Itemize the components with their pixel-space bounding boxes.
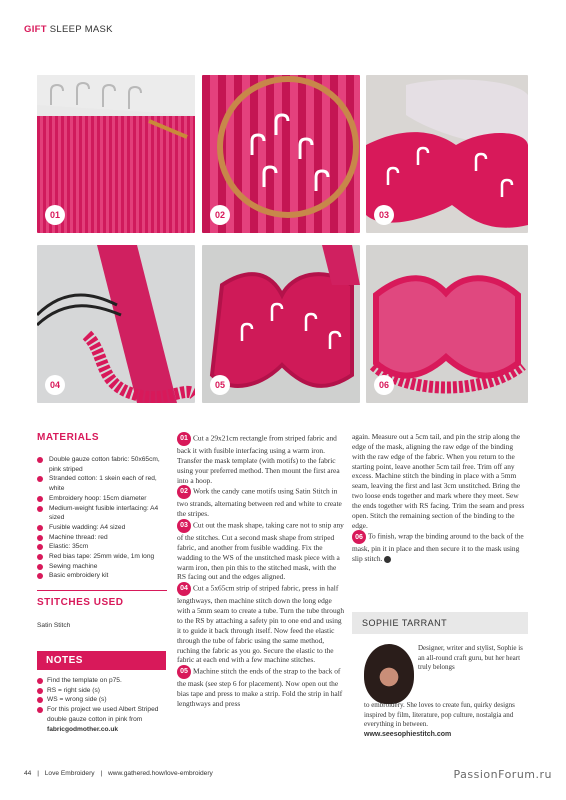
list-item: Embroidery hoop: 15cm diameter (37, 494, 167, 504)
step-number-badge: 03 (177, 519, 191, 533)
notes-list (37, 676, 166, 734)
step-text: Cut a 29x21cm rectangle from striped fabric and back it with fusible interfacing using a warm iron. Transfer the mask template (with motifs) to the fabric using your preferred method. Then mount the first area into a hoop. (177, 433, 340, 485)
stitches-title: STITCHES USED (37, 597, 124, 609)
step-number-badge: 02 (177, 485, 191, 499)
profile-website-link[interactable]: www.seesophiestitch.com (364, 730, 452, 738)
page-header (24, 24, 113, 35)
photo-number: 03 (374, 205, 394, 225)
step-photo-06 (366, 245, 528, 403)
step-number-badge: 05 (177, 665, 191, 679)
list-item: Fusible wadding: A4 sized (37, 523, 167, 533)
magazine-url[interactable]: www.gathered.how/love-embroidery (108, 770, 213, 777)
list-item: Double gauze cotton fabric: 50x65cm, pink striped (37, 455, 167, 474)
step-05-continued: again. Measure out a 5cm tail, and pin the strip along the edge of the mask, aligning the raw edge of the binding with the raw edge of the fabric. When you return to the starting point, leave another 5cm tail free. Trim off any excess. Machine stitch the binding in place with a 5mm seam, leaving the first and last 3cm unstitched. Bring the two loose ends together and mark where they meet. Sew the ends together with RS facing. Trim the seam and press open. Stitch the remaining section of the binding to the edge. (352, 432, 525, 530)
step-text: Cut out the mask shape, taking care not to snip any of the stitches. Cut a second mask shape from striped fabric, and another from fusible wadding. Fix the wadding to the WS of the unstitched mask piece with a warm iron, then pin this to the stitched mask, with the RS facing out and the edges aligned. (177, 520, 344, 582)
step-03 (177, 519, 345, 582)
step-text: Work the candy cane motifs using Satin Stitch in two strands, alternating between red and white to create the stripes. (177, 487, 342, 519)
fabric-link[interactable]: fabricgodmother.co.uk (47, 725, 119, 733)
pencil-shape (149, 121, 187, 137)
photo-number: 04 (45, 375, 65, 395)
steps-column (177, 432, 345, 709)
step-photo-02 (202, 75, 360, 233)
watermark: PassionForum.ru (453, 768, 552, 781)
step-05 (177, 665, 345, 709)
list-item: RS = right side (s) (37, 686, 166, 696)
materials-column (37, 432, 167, 629)
header-section: SLEEP MASK (49, 24, 113, 35)
list-item: Stranded cotton: 1 skein each of red, white (37, 474, 167, 493)
footer-separator: | (100, 770, 103, 777)
footer-separator: | (37, 770, 39, 777)
step-text: To finish, wrap the binding around to the back of the mask, pin it in place and then secure it to the mask using slip stitch. (352, 532, 524, 564)
list-item (37, 705, 166, 734)
step-06 (352, 530, 528, 564)
photo-number: 01 (45, 205, 65, 225)
designer-avatar (364, 644, 414, 704)
end-mark-icon (384, 556, 391, 563)
profile-name: SOPHIE TARRANT (352, 612, 528, 634)
profile-bio-2-wrap (364, 701, 526, 739)
step-photo-03 (366, 75, 528, 233)
photo-number: 06 (374, 375, 394, 395)
step-number-badge: 04 (177, 582, 191, 596)
step-02 (177, 485, 345, 519)
list-item: Red bias tape: 25mm wide, 1m long (37, 552, 167, 562)
header-gift: GIFT (24, 24, 47, 35)
list-item: WS = wrong side (s) (37, 695, 166, 705)
profile-bio-1: Designer, writer and stylist, Sophie is an all-round craft guru, but her heart truly belongs (418, 644, 523, 671)
step-01 (177, 432, 345, 485)
step-photo-04 (37, 245, 195, 403)
page-number: 44 (24, 770, 32, 777)
step-number-badge: 01 (177, 432, 191, 446)
note-text: For this project we used Albert Striped double gauze cotton in pink from (47, 706, 159, 723)
photo-number: 05 (210, 375, 230, 395)
step-photo-05 (202, 245, 360, 403)
magazine-name: Love Embroidery (44, 770, 95, 777)
continued-column (352, 432, 528, 564)
materials-title: MATERIALS (37, 432, 100, 443)
step-04 (177, 582, 345, 665)
page-footer (24, 770, 213, 777)
step-text: Cut a 5x65cm strip of striped fabric, press in half lengthways, then machine stitch down the long edge with a 5mm seam to create a tube. Turn the tube through to the RS by attaching a safety pin to one end and using it to guide it back through itself. Now feed the elastic through the tube of fabric using the same method, ruching the fabric as you go. Secure the elastic to the fabric at each end with a few machine stitches. (177, 583, 345, 665)
notes-box (37, 651, 166, 734)
list-item: Machine thread: red (37, 533, 167, 543)
divider (37, 590, 167, 591)
list-item: Basic embroidery kit (37, 571, 167, 581)
list-item: Elastic: 35cm (37, 542, 167, 552)
list-item: Find the template on p75. (37, 676, 166, 686)
step-number-badge: 06 (352, 530, 366, 544)
notes-title: NOTES (37, 651, 166, 670)
step-photo-01 (37, 75, 195, 233)
photo-number: 02 (210, 205, 230, 225)
step-text: Machine stitch the ends of the strap to the back of the mask (see step 6 for placement). Now open out the bias tape and press to make a strip. Fold the strip in half lengthways and press (177, 666, 343, 708)
list-item: Sewing machine (37, 562, 167, 572)
materials-list (37, 455, 167, 581)
profile-bio-2: to embroidery. She loves to create fun, quirky designs inspired by film, literature, pop culture, nostalgia and everything in between. (364, 701, 515, 728)
designer-profile (352, 612, 528, 746)
list-item: Medium-weight fusible interfacing: A4 sized (37, 504, 167, 523)
stitches-body: Satin Stitch (37, 622, 71, 630)
